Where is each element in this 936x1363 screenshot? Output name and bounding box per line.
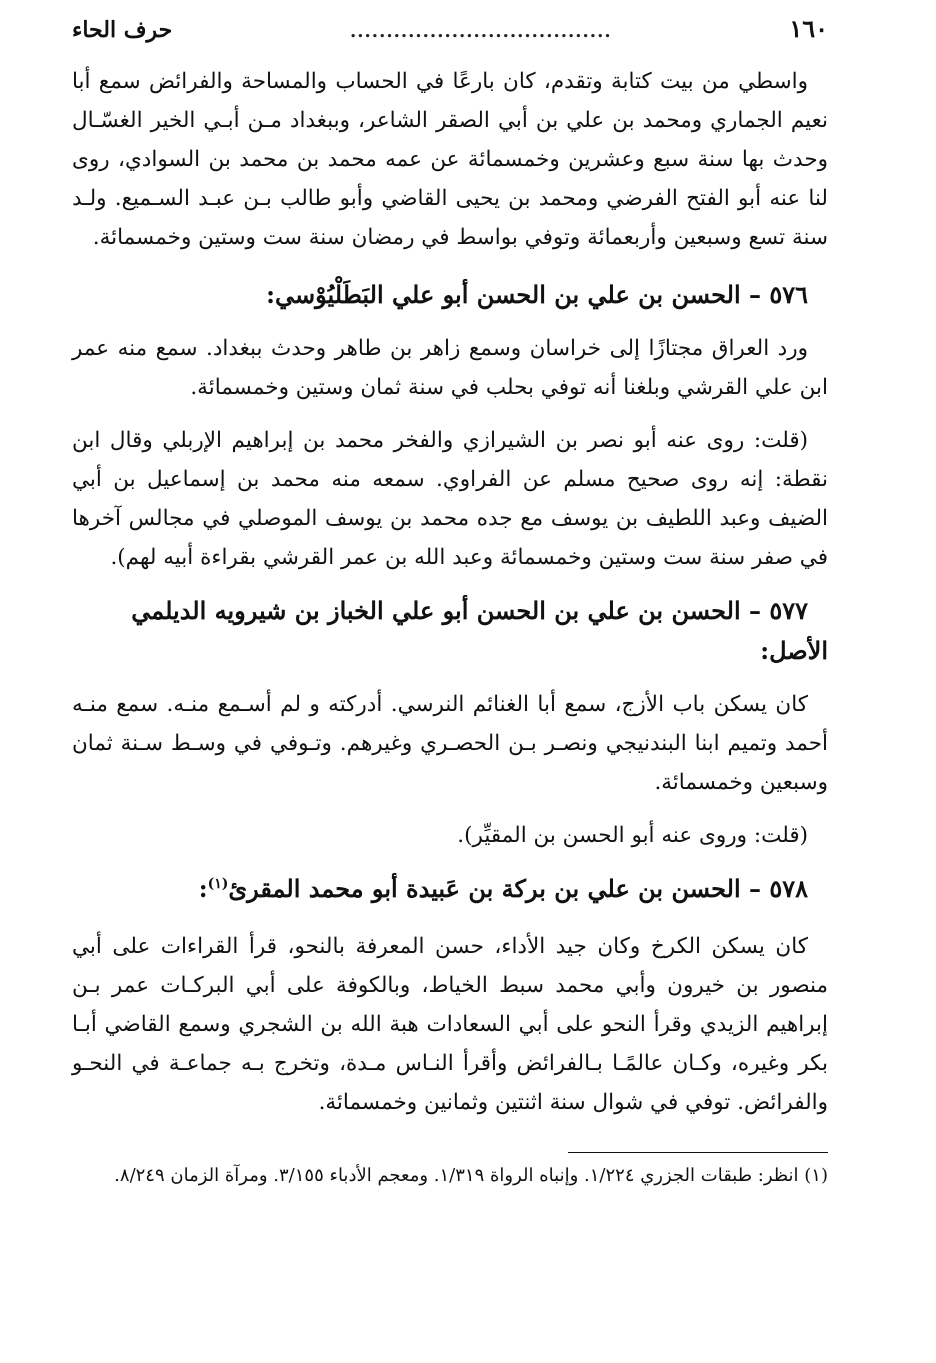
entry-heading-578-text: ٥٧٨ – الحسن بن علي بن بركة بن عَبيدة أبو محمد المقرئ	[228, 874, 808, 903]
footnote-marker: (١)	[207, 876, 229, 892]
entry-577	[72, 591, 828, 855]
intro-paragraph: واسطي من بيت كتابة وتقدم، كان بارعًا في الحساب والمساحة والفرائض سمع أبا نعيم الجماري ومحمد بن علي بن أبي الصقر الشاعر، وببغداد مـن أبـي الخير الغسّـال وحدث بها سنة سبع وعشرين وخمسمائة عن عمه محمد بن محمد بن السوادي، روى لنا عنه أبو الفتح الفرضي ومحمد بن يحيى القاضي وأبو طالب بـن عبـد السـميع. ولـد سنة تسع وسبعين وأربعمائة وتوفي بواسط في رمضان سنة ست وستين وخمسمائة.	[72, 69, 828, 250]
footnote-divider	[568, 1152, 828, 1153]
entry-576	[72, 275, 828, 577]
entry-577-paragraph-1: كان يسكن باب الأزج، سمع أبا الغنائم النرسي. أدركته و لم أسـمع منـه. سمع منـه أحمد وتميم ابنا البندنيجي ونصـر بـن الحصـري وغيرهم. وتـوفي في وسـط سـنة ثمان وسبعين وخمسمائة.	[72, 692, 828, 795]
entry-577-paragraph-2: (قلت: وروى عنه أبو الحسن بن المقيِّر).	[457, 823, 808, 848]
entry-578	[72, 869, 828, 1122]
entry-578-paragraph-1: كان يسكن الكرخ وكان جيد الأداء، حسن المعرفة بالنحو، قرأ القراءات على أبي منصور بن خيرون وأبي محمد سبط الخياط، وبالكوفة على أبي البركـات عمر بـن إبراهيم الزيدي وقرأ النحو على أبي السعادات هبة الله بن الشجري وسمع القاضي أبـا بكر وغيره، وكـان عالمًـا بـالفرائض وأقرأ النـاس مـدة، وتخرج بـه جماعـة في النحـو والفرائض. توفي في شوال سنة اثنتين وثمانين وخمسمائة.	[72, 934, 828, 1115]
book-page	[72, 14, 828, 1191]
page-number: ١٦٠	[789, 14, 828, 43]
chapter-title: حرف الحاء	[72, 17, 173, 43]
entry-heading-576: ٥٧٦ – الحسن بن علي بن الحسن أبو علي البَطَلْيُوْسي:	[266, 280, 808, 309]
running-header	[72, 14, 828, 62]
entry-heading-578	[72, 869, 828, 909]
entry-576-paragraph-1: ورد العراق مجتازًا إلى خراسان وسمع زاهر بن طاهر وحدث ببغداد. سمع منه عمر ابن علي القرشي وبلغنا أنه توفي بحلب في سنة ثمان وستين وخمسمائة.	[72, 336, 828, 400]
entry-576-paragraph-2: (قلت: روى عنه أبو نصر بن الشيرازي والفخر محمد بن إبراهيم الإربلي وقال ابن نقطة: إنه روى صحيح مسلم عن الفراوي. سمعه منه محمد بن إسماعيل بن أبي الضيف وعبد اللطيف بن يوسف مع جده محمد بن يوسف الموصلي في مجالس آخرها في صفر سنة ست وستين وخمسمائة وعبد الله بن عمر القرشي بقراءة أبيه لهم).	[72, 428, 828, 570]
entry-heading-577: ٥٧٧ – الحسن بن علي بن الحسن أبو علي الخباز بن شيرويه الديلمي الأصل:	[131, 596, 828, 665]
header-leader-dots: ....................................	[350, 21, 612, 42]
entry-heading-578-colon: :	[198, 874, 208, 903]
footnote: (١) انظر: طبقات الجزري ١/٢٢٤. وإنباه الرواة ١/٣١٩. ومعجم الأدباء ٣/١٥٥. ومرآة الزمان ٨/٢٤٩.	[114, 1165, 828, 1186]
